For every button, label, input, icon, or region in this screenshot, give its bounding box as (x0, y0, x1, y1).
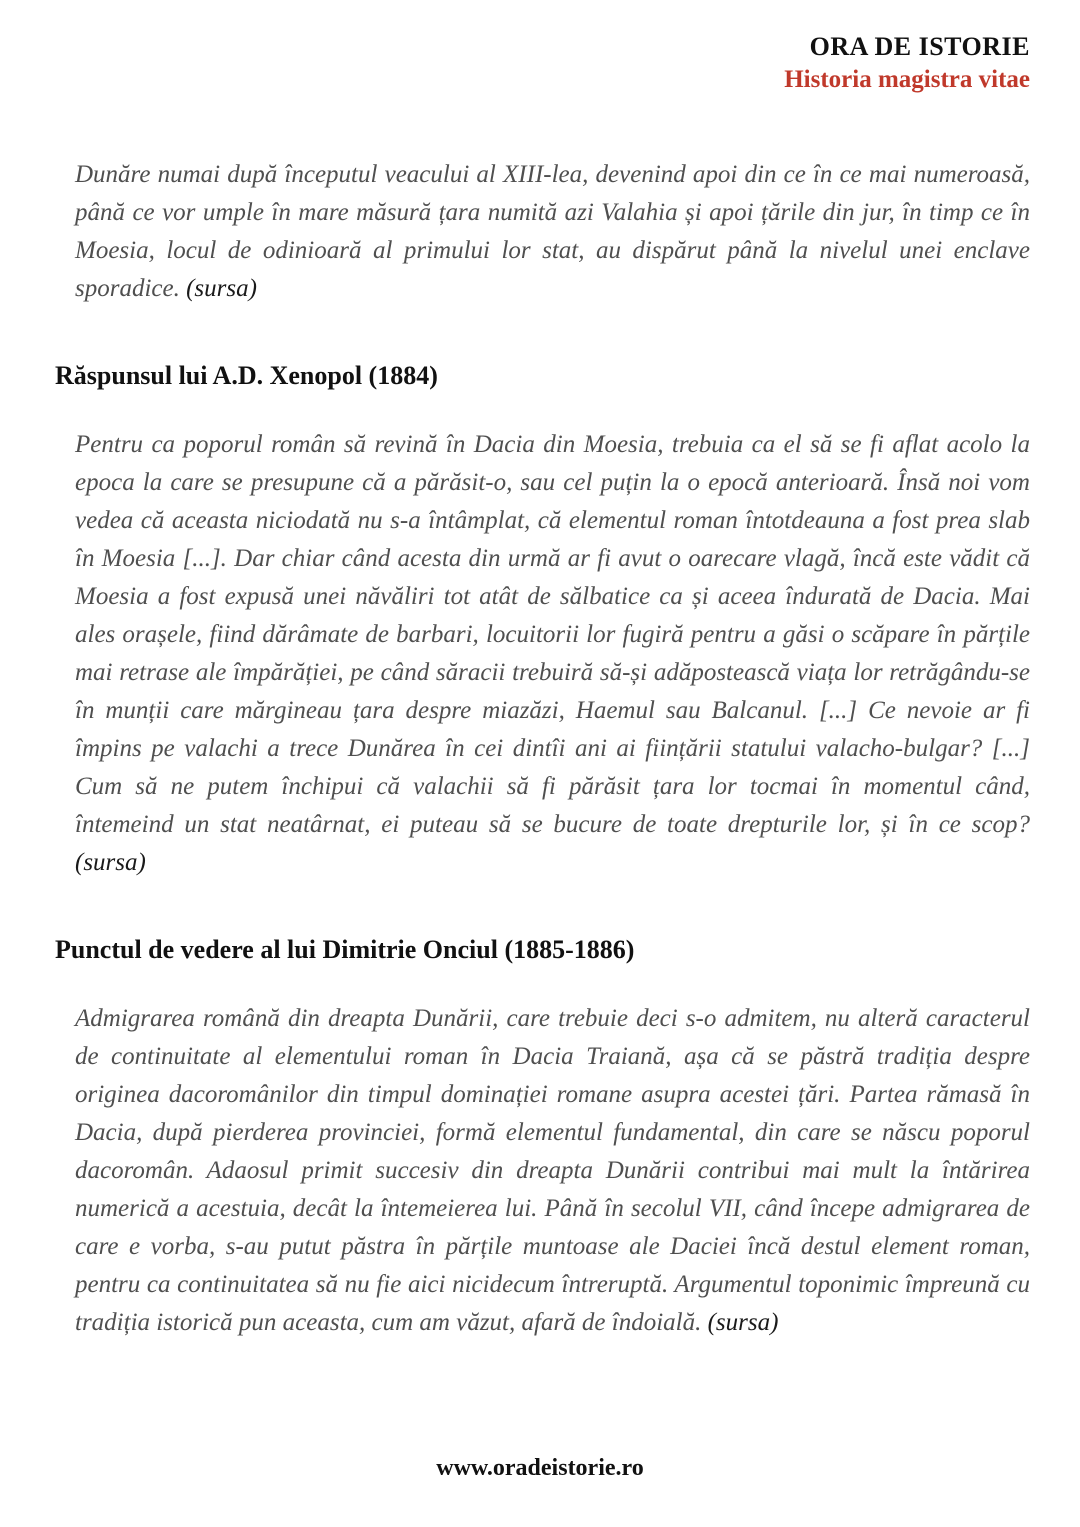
quote-text: Admigrarea română din dreapta Dunării, care trebuie deci s-o admitem, nu alteră caracterul de continuitate al elementului roman în Dacia Traiană, așa că se păstră tradiția despre originea dacoromânilor din timpul dominației romane asupra acestei țări. Partea rămasă în Dacia, după pierderea provinciei, formă elementul fundamental, din care se născu poporul dacoromân. Adaosul primit succesiv din dreapta Dunării contribui mai mult la întărirea numerică a acestuia, decât la întemeierea lui. Până în secolul VII, când începe admigrarea de care e vorba, s-au putut păstra în părțile muntoase ale Daciei încă destul element roman, pentru ca continuitatea să nu fie aici nicidecum întreruptă. Argumentul toponimic împreună cu tradiția istorică pun aceasta, cum am văzut, afară de îndoială. (75, 1005, 1030, 1336)
quote-paragraph-onciul (75, 1000, 1030, 1342)
quote-text: Pentru ca poporul român să revină în Dacia din Moesia, trebuia ca el să se fi aflat acolo la epoca la care se presupune că a părăsit-o, sau cel puțin la o epocă anterioară. Însă noi vom vedea că aceasta niciodată nu s-a întâmplat, că elementul roman întotdeauna a fost prea slab în Moesia [...]. Dar chiar când acesta din urmă ar fi avut o oarecare vlagă, încă este vădit că Moesia a fost expusă unei năvăliri tot atât de sălbatice ca și aceea îndurată de Dacia. Mai ales orașele, fiind dărâmate de barbari, locuitorii lor fugiră pentru a găsi o scăpare în părțile mai retrase ale împărăției, pe când săracii trebuiră să-și adăpostească viața lor retrăgându-se în munții care mărgineau țara despre miazăzi, Haemul sau Balcanul. [...] Ce nevoie ar fi împins pe valachi a trece Dunărea în cei dintîi ani ai ființării statului valacho-bulgar? [...] Cum să ne putem închipui că valachii să fi părăsit țara lor tocmai în momentul când, întemeind un stat neatârnat, ei puteau să se bucure de toate drepturile lor, și în ce scop? (75, 431, 1030, 838)
source-link[interactable]: (sursa) (186, 275, 257, 302)
section-heading-xenopol: Răspunsul lui A.D. Xenopol (1884) (55, 361, 438, 390)
site-motto: Historia magistra vitae (784, 66, 1030, 93)
section-heading-onciul: Punctul de vedere al lui Dimitrie Onciul (1885-1886) (55, 935, 635, 964)
site-url: www.oradeistorie.ro (436, 1455, 644, 1481)
source-link[interactable]: (sursa) (75, 849, 146, 876)
page-footer (0, 1455, 1080, 1482)
quote-paragraph-anonymous (75, 156, 1030, 308)
page-header (55, 30, 1030, 96)
quote-text: Dunăre numai după începutul veacului al XIII-lea, devenind apoi din ce în ce mai numeroasă, până ce vor umple în mare măsură țara numită azi Valahia și apoi țările din jur, în timp ce în Moesia, locul de odinioară al primului lor stat, au dispărut până la nivelul unei enclave sporadice. (75, 161, 1030, 302)
site-title: ORA DE ISTORIE (809, 32, 1030, 61)
quote-paragraph-xenopol (75, 426, 1030, 882)
source-link[interactable]: (sursa) (707, 1309, 779, 1336)
